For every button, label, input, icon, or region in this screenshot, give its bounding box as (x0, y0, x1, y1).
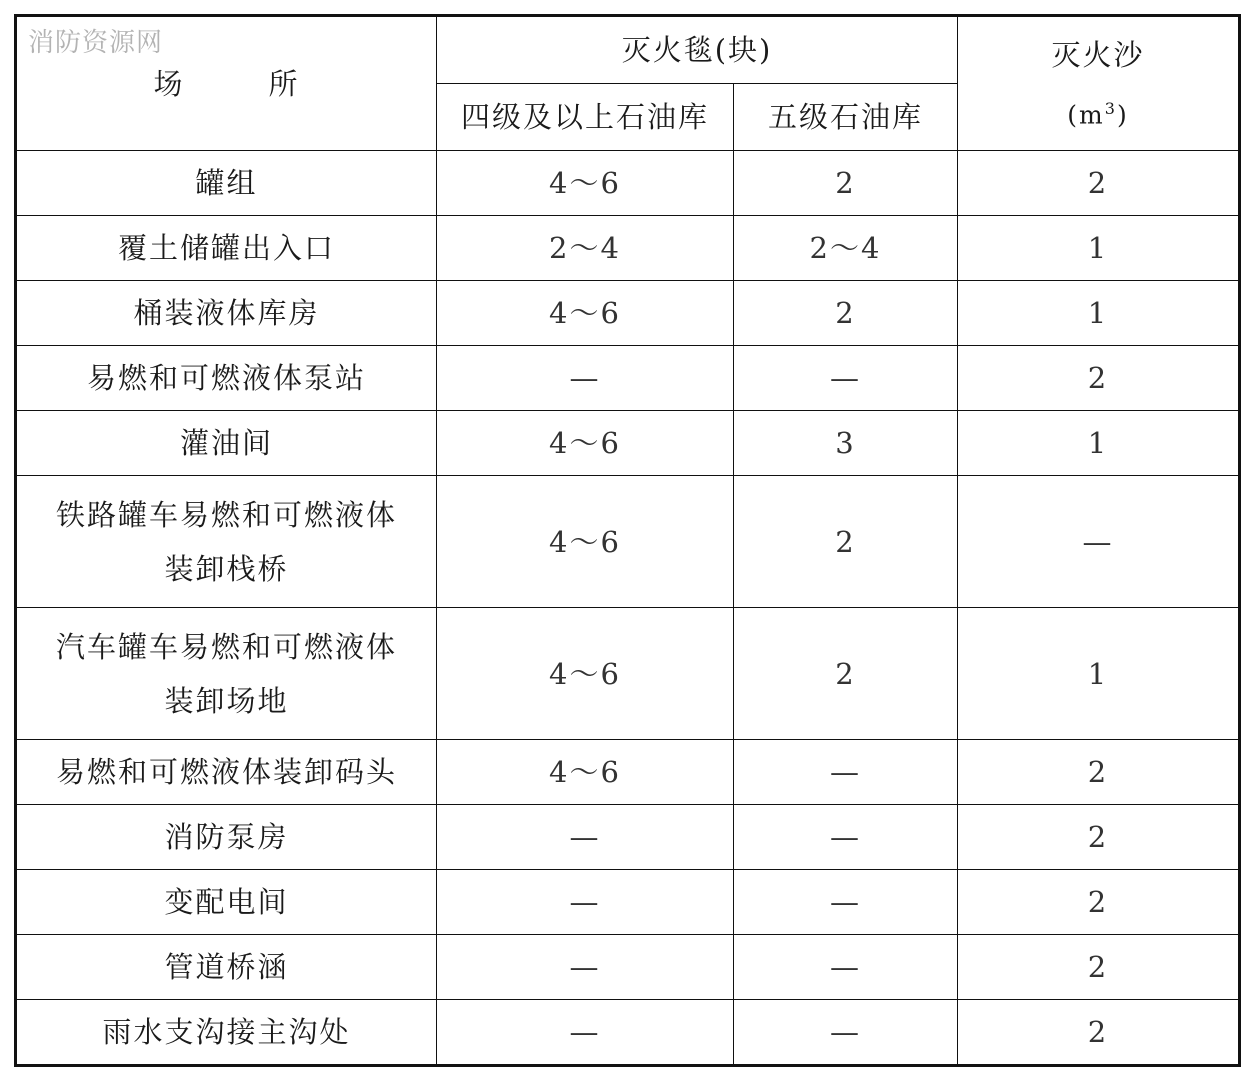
place-cell (16, 740, 437, 805)
place-line: 汽车罐车易燃和可燃液体 (55, 629, 397, 664)
table-row (16, 476, 1240, 608)
place-cell (16, 151, 437, 216)
place-line: 易燃和可燃液体装卸码头 (55, 755, 397, 789)
watermark: 消防资源网 (28, 28, 164, 58)
sand-cell: 2 (958, 1000, 1240, 1066)
place-line: 消防泵房 (164, 820, 289, 854)
blanket-level4-header: 四级及以上石油库 (437, 84, 734, 151)
table-row (16, 935, 1240, 1000)
table-row (16, 608, 1240, 740)
blanket-level4-cell: — (437, 1000, 734, 1066)
blanket-level4-cell: 4～6 (437, 608, 734, 740)
sand-header (958, 16, 1240, 151)
sand-cell: 2 (958, 805, 1240, 870)
place-header-char-1: 场 (153, 66, 185, 101)
fire-equipment-table (14, 14, 1241, 1067)
sand-cell: 2 (958, 740, 1240, 805)
sand-cell: 1 (958, 281, 1240, 346)
table-row (16, 411, 1240, 476)
blanket-level5-cell: — (734, 740, 958, 805)
blanket-level5-cell: 3 (734, 411, 958, 476)
sand-cell: 1 (958, 608, 1240, 740)
sand-cell: 2 (958, 870, 1240, 935)
blanket-level5-header: 五级石油库 (734, 84, 958, 151)
place-header-char-2: 所 (268, 66, 300, 101)
place-line: 罐组 (195, 166, 258, 200)
place-cell (16, 935, 437, 1000)
blanket-level5-cell: — (734, 870, 958, 935)
sand-header-label: 灭火沙 (1051, 38, 1145, 73)
blanket-level5-cell: — (734, 935, 958, 1000)
place-cell (16, 346, 437, 411)
place-line: 覆土储罐出入口 (117, 231, 335, 265)
table-row (16, 740, 1240, 805)
blanket-level5-cell: 2 (734, 151, 958, 216)
table-row (16, 870, 1240, 935)
table-row (16, 805, 1240, 870)
blanket-level4-cell: 4～6 (437, 151, 734, 216)
blanket-level4-cell: — (437, 935, 734, 1000)
place-cell (16, 411, 437, 476)
sand-cell: 2 (958, 935, 1240, 1000)
place-cell (16, 281, 437, 346)
blanket-level5-cell: 2 (734, 476, 958, 608)
table-row (16, 346, 1240, 411)
table-row (16, 216, 1240, 281)
sand-cell: 2 (958, 151, 1240, 216)
blanket-level4-cell: 4～6 (437, 411, 734, 476)
blanket-level4-cell: 4～6 (437, 476, 734, 608)
place-line: 灌油间 (179, 426, 273, 460)
sand-cell: — (958, 476, 1240, 608)
place-line: 装卸栈桥 (164, 551, 289, 586)
blanket-level4-cell: 4～6 (437, 740, 734, 805)
place-cell (16, 805, 437, 870)
place-line: 装卸场地 (164, 683, 289, 718)
place-cell (16, 870, 437, 935)
blanket-level5-cell: 2～4 (734, 216, 958, 281)
blanket-level4-cell: 2～4 (437, 216, 734, 281)
sand-cell: 1 (958, 216, 1240, 281)
blanket-level5-cell: — (734, 805, 958, 870)
place-cell (16, 608, 437, 740)
blanket-level4-cell: — (437, 805, 734, 870)
place-line: 变配电间 (164, 885, 289, 919)
blanket-level4-cell: — (437, 346, 734, 411)
header-row-1 (16, 16, 1240, 84)
blanket-level5-cell: — (734, 346, 958, 411)
place-line: 易燃和可燃液体泵站 (86, 361, 366, 395)
blanket-header: 灭火毯(块) (437, 16, 958, 84)
blanket-level4-cell: — (437, 870, 734, 935)
place-cell (16, 1000, 437, 1066)
sand-unit: $(m^3)$ (1067, 99, 1129, 130)
table-row (16, 1000, 1240, 1066)
place-cell (16, 476, 437, 608)
place-line: 管道桥涵 (164, 950, 289, 984)
sand-cell: 2 (958, 346, 1240, 411)
blanket-level4-cell: 4～6 (437, 281, 734, 346)
blanket-level5-cell: 2 (734, 608, 958, 740)
blanket-level5-cell: — (734, 1000, 958, 1066)
table-row (16, 281, 1240, 346)
place-line: 雨水支沟接主沟处 (102, 1015, 351, 1049)
place-line: 铁路罐车易燃和可燃液体 (55, 497, 397, 532)
sand-cell: 1 (958, 411, 1240, 476)
place-cell (16, 216, 437, 281)
table-row (16, 151, 1240, 216)
blanket-level5-cell: 2 (734, 281, 958, 346)
place-line: 桶装液体库房 (133, 296, 320, 330)
